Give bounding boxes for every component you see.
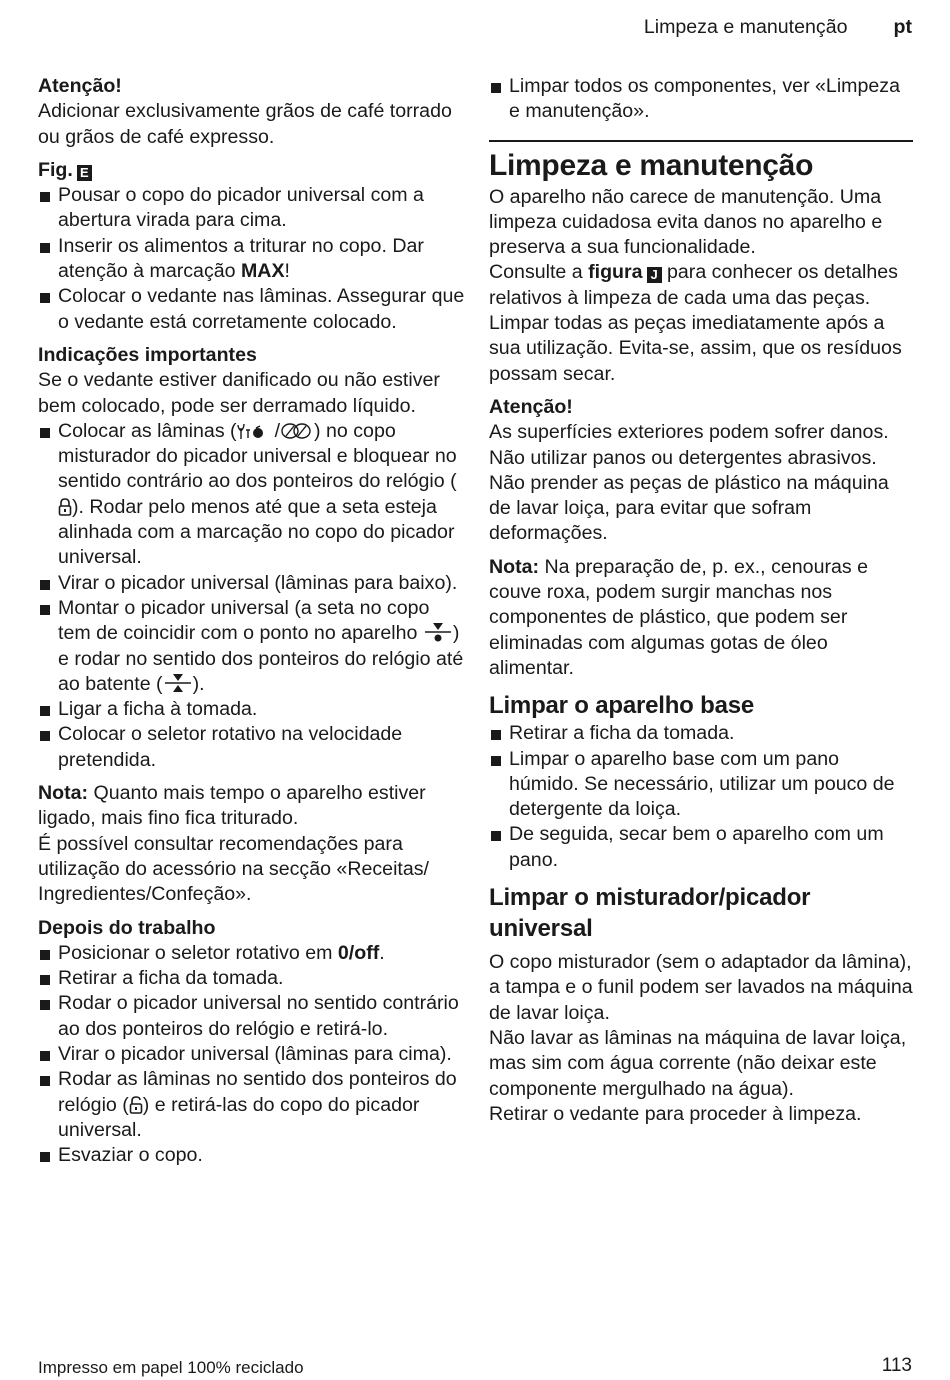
mixer-paragraph: Não lavar as lâminas na máquina de lavar loiça, mas sim com água corrente (não deixar este componente mergulhado na água). xyxy=(489,1026,907,1100)
list-item: Ligar a ficha à tomada. xyxy=(38,697,466,722)
fig-letter-box: J xyxy=(647,267,662,283)
max-label: MAX xyxy=(240,260,285,283)
bullet-square-icon xyxy=(491,756,501,766)
list-item: Inserir os alimentos a triturar no copo. Dar atenção à marcação MAX! xyxy=(38,234,466,285)
top-list xyxy=(489,74,913,125)
left-column xyxy=(38,74,466,1168)
list-item: Posicionar o seletor rotativo em 0/off. xyxy=(38,941,466,966)
list-item: Rodar as lâminas no sentido dos ponteiros do relógio ( ) e retirá-las do copo do picador universal. xyxy=(38,1067,466,1143)
header-section: Limpeza e manutenção xyxy=(643,16,848,38)
grinder-blade-icon xyxy=(280,421,314,441)
lock-open-icon xyxy=(129,1095,143,1115)
list-item: Colocar as lâminas ( / ) no copo misturador do picador universal e bloquear no sentido contrário ao dos ponteiros do relógio (). Rodar pelo menos até que a seta esteja alinhada com a marcação no copo do picador universal. xyxy=(38,419,466,571)
base-list xyxy=(489,721,913,873)
after-title: Depois do trabalho xyxy=(38,916,216,939)
bullet-square-icon xyxy=(40,1051,50,1061)
bullet-square-icon xyxy=(40,580,50,590)
mixer-paragraph: Retirar o vedante para proceder à limpeza. xyxy=(489,1102,862,1125)
after-list xyxy=(38,941,466,1169)
note-label: Nota: xyxy=(38,782,89,805)
bullet-square-icon xyxy=(40,605,50,615)
attention-text: Adicionar exclusivamente grãos de café torrado ou grãos de café expresso. xyxy=(38,100,452,148)
attention-title: Atenção! xyxy=(489,395,573,418)
footer-note: Impresso em papel 100% reciclado xyxy=(38,1358,304,1377)
stop-mark-icon xyxy=(163,672,193,694)
recipes-paragraph: É possível consultar recomendações para utilização do acessório na secção «Receitas/ Ingredientes/Confeção». xyxy=(38,832,430,906)
off-label: 0/off xyxy=(337,941,380,964)
note-paragraph: Nota: Na preparação de, p. ex., cenouras e couve roxa, podem surgir manchas nos componentes de plástico, que podem ser eliminadas com algumas gotas de óleo alimentar. xyxy=(489,555,869,679)
bullet-square-icon xyxy=(40,428,50,438)
list-item: Virar o picador universal (lâminas para baixo). xyxy=(38,571,466,596)
section-title: Limpeza e manutenção xyxy=(489,148,814,182)
list-item: Limpar o aparelho base com um pano húmido. Se necessário, utilizar um pouco de detergente da loiça. xyxy=(489,747,913,823)
figure-paragraph: Consulte a figura J para conhecer os detalhes relativos à limpeza de cada uma das peças. xyxy=(489,261,898,309)
list-item: Retirar a ficha da tomada. xyxy=(489,721,913,746)
list-item: Pousar o copo do picador universal com a abertura virada para cima. xyxy=(38,183,466,234)
intro-paragraph: O aparelho não carece de manutenção. Uma limpeza cuidadosa evita danos no aparelho e preserva a sua funcionalidade. xyxy=(489,185,883,259)
figure-label: figura xyxy=(588,261,643,284)
right-column xyxy=(489,74,913,1127)
fig-label-line xyxy=(38,158,466,183)
fig-letter-box: E xyxy=(77,165,92,181)
page-number: 113 xyxy=(881,1355,912,1376)
attention-title: Atenção! xyxy=(38,75,122,97)
note-paragraph: Nota: Quanto mais tempo o aparelho estiver ligado, mais fino fica triturado. xyxy=(38,782,426,830)
lock-closed-icon xyxy=(58,497,72,517)
clean-after-use-paragraph: Limpar todas as peças imediatamente após a sua utilização. Evita-se, assim, que os resíduos possam secar. xyxy=(489,312,902,385)
important-text: Se o vedante estiver danificado ou não estiver bem colocado, pode ser derramado líquido. xyxy=(38,369,440,417)
bullet-square-icon xyxy=(40,192,50,202)
page-header xyxy=(644,15,912,40)
bullet-square-icon xyxy=(491,83,501,93)
list-item: De seguida, secar bem o aparelho com um pano. xyxy=(489,822,913,873)
bullet-square-icon xyxy=(491,730,501,740)
header-lang: pt xyxy=(893,16,912,38)
align-mark-icon xyxy=(423,621,453,643)
herb-blade-icon xyxy=(237,421,275,441)
bullet-square-icon xyxy=(491,831,501,841)
section-divider xyxy=(489,140,913,142)
bullet-square-icon xyxy=(40,1152,50,1162)
list-item: Colocar o vedante nas lâminas. Assegurar que o vedante está corretamente colocado. xyxy=(38,284,466,335)
bullet-square-icon xyxy=(40,950,50,960)
base-title: Limpar o aparelho base xyxy=(489,692,755,720)
bullet-square-icon xyxy=(40,731,50,741)
note-label: Nota: xyxy=(489,555,540,578)
mixer-paragraph: O copo misturador (sem o adaptador da lâmina), a tampa e o funil podem ser lavados na máquina de lavar loiça. xyxy=(489,951,913,1024)
list-item: Esvaziar o copo. xyxy=(38,1143,466,1168)
bullet-square-icon xyxy=(40,1076,50,1086)
attention-text: Não prender as peças de plástico na máquina de lavar loiça, para evitar que sofram deformações. xyxy=(489,471,889,545)
attention-text: As superfícies exteriores podem sofrer danos. Não utilizar panos ou detergentes abrasivos. xyxy=(489,421,889,469)
list-item: Retirar a ficha da tomada. xyxy=(38,966,466,991)
prep-list xyxy=(38,183,466,335)
bullet-square-icon xyxy=(40,1000,50,1010)
assembly-list xyxy=(38,419,466,773)
bullet-square-icon xyxy=(40,293,50,303)
bullet-square-icon xyxy=(40,706,50,716)
fig-label: Fig. xyxy=(38,158,73,181)
important-title: Indicações importantes xyxy=(38,343,257,366)
list-item: Virar o picador universal (lâminas para cima). xyxy=(38,1042,466,1067)
mixer-title: Limpar o misturador/picador universal xyxy=(489,884,811,943)
list-item: Rodar o picador universal no sentido contrário ao dos ponteiros do relógio e retirá-lo. xyxy=(38,991,466,1042)
list-item: Colocar o seletor rotativo na velocidade pretendida. xyxy=(38,722,466,773)
bullet-square-icon xyxy=(40,975,50,985)
bullet-square-icon xyxy=(40,243,50,253)
list-item: Montar o picador universal (a seta no copo tem de coincidir com o ponto no aparelho ) e rodar no sentido dos ponteiros do relógio até ao batente ( ). xyxy=(38,596,466,697)
list-item: Limpar todos os componentes, ver «Limpeza e manutenção». xyxy=(489,74,913,125)
